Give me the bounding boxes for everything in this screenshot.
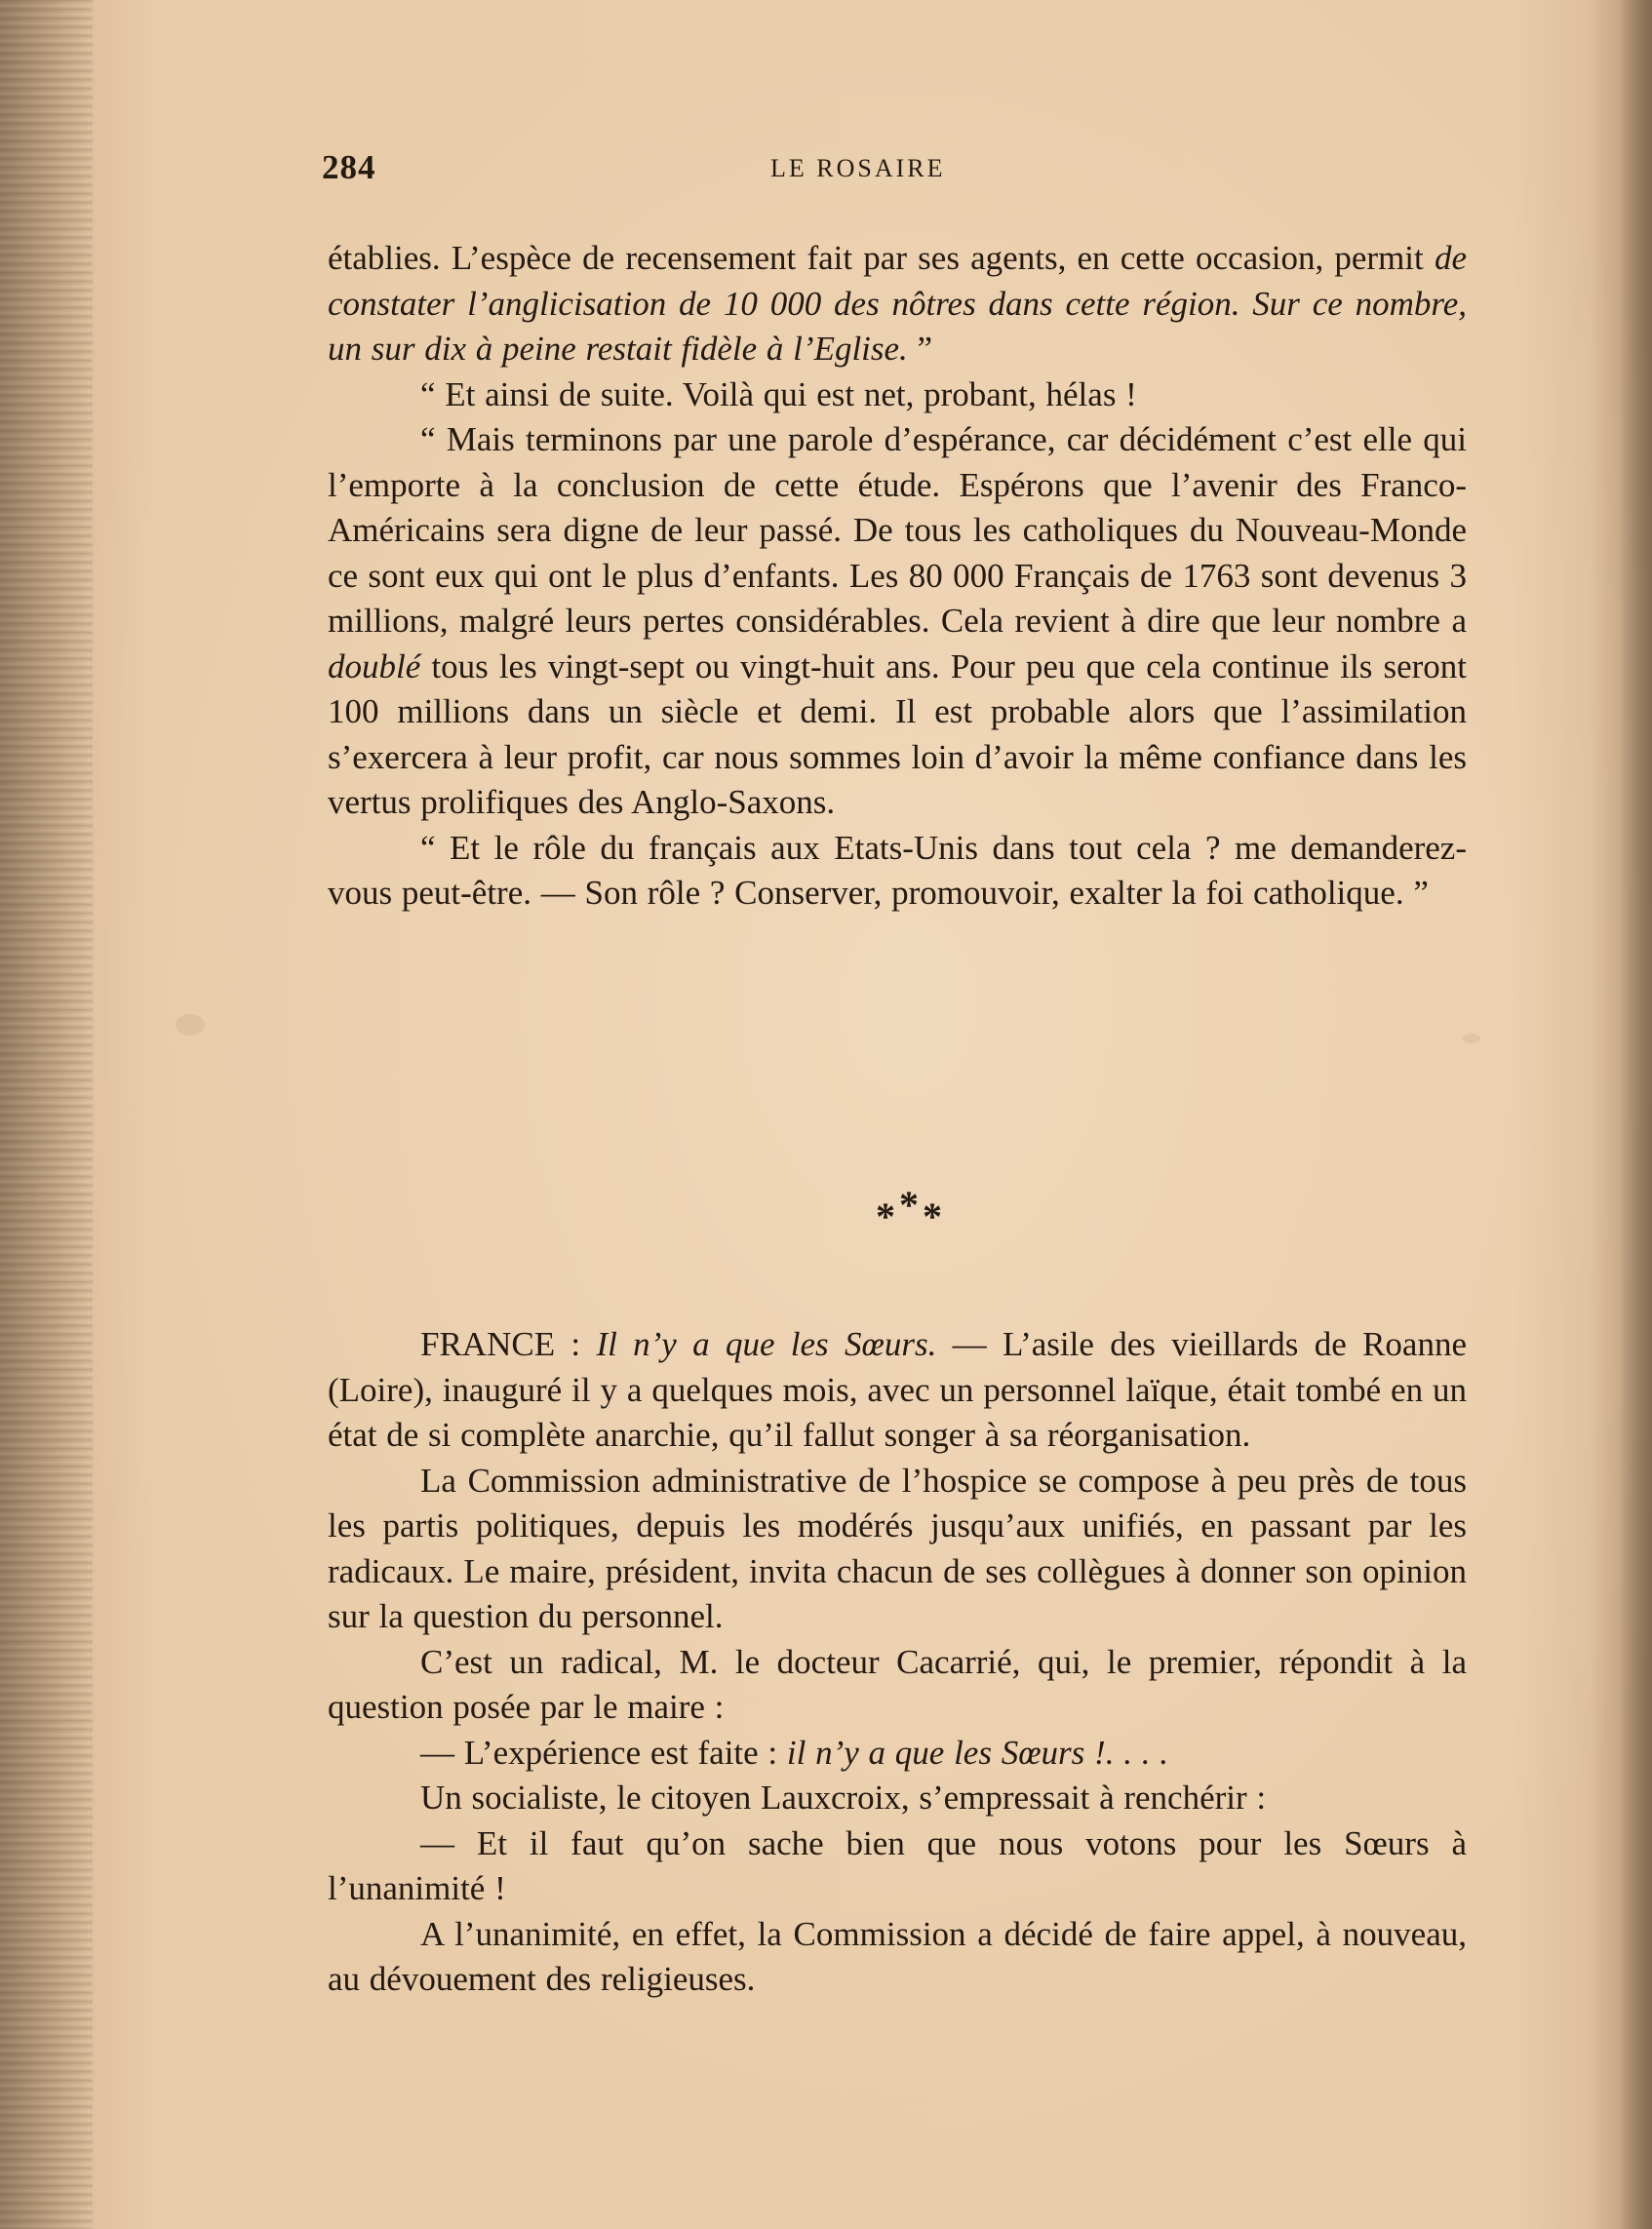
article-continuation	[328, 236, 1467, 917]
paragraph	[328, 417, 1467, 826]
paragraph	[328, 1322, 1467, 1459]
text-run: — L’expérience est faite :	[420, 1733, 787, 1772]
text-run: FRANCE :	[420, 1325, 597, 1363]
text-run: tous les vingt-sept ou vingt-huit ans. Pour peu que cela continue ils seront 100 millions dans un siècle et demi. Il est probable alors que l’assimilation s’exercera à leur profit, car nous sommes loin d’avoir la même confiance dans les vertus prolifiques des Anglo-Saxons.	[328, 646, 1467, 821]
text-run: établies. L’espèce de recensement fait par ses agents, en cette occasion, permit	[328, 239, 1435, 277]
paragraph	[328, 236, 1467, 372]
page-header	[322, 148, 1473, 197]
text-run: “ Mais terminons par une parole d’espérance, car décidément c’est elle qui l’emporte à la conclusion de cette étude. Espérons que l’avenir des Franco-Américains sera digne de leur passé. De tous les catholiques du Nouveau-Monde ce sont eux qui ont le plus d’enfants. Les 80 000 Français de 1763 sont devenus 3 millions, malgré leurs pertes considérables. Cela revient à dire que leur nombre a	[328, 420, 1467, 640]
france-news-item	[328, 1322, 1467, 2003]
binding-edge	[0, 0, 93, 2229]
text-run: Un socialiste, le citoyen Lauxcroix, s’empressait à renchérir :	[420, 1779, 1267, 1817]
text-run: ”	[907, 330, 933, 368]
asterisk-icon: *	[923, 1194, 942, 1238]
page-fore-edge	[1619, 0, 1652, 2229]
paragraph	[328, 1459, 1467, 1640]
asterisk-icon: *	[876, 1194, 895, 1238]
italic-text: il n’y a que les Sœurs !. . . .	[786, 1733, 1168, 1772]
section-separator	[831, 1183, 987, 1239]
paragraph	[328, 826, 1467, 917]
text-run: “ Et le rôle du français aux Etats-Unis dans tout cela ? me demanderez-vous peut-être. — Son rôle ? Conserver, promouvoir, exalter la foi catholique. ”	[328, 828, 1467, 912]
paragraph	[328, 1912, 1467, 2003]
text-run: C’est un radical, M. le docteur Cacarrié, qui, le premier, répondit à la question posée par le maire :	[328, 1642, 1467, 1726]
paragraph	[328, 1776, 1467, 1821]
paragraph	[328, 1821, 1467, 1912]
running-title: LE ROSAIRE	[770, 154, 946, 182]
asterisk-icon: *	[899, 1183, 919, 1227]
paper-stain	[176, 1014, 205, 1036]
paragraph	[328, 1640, 1467, 1731]
italic-text: doublé	[328, 646, 421, 685]
italic-text: de constater l’anglicisation de 10 000 des nôtres dans cette région. Sur ce nombre, un sur dix à peine restait fidèle à l’Eglise.	[328, 239, 1467, 368]
text-run: La Commission administrative de l’hospice se compose à peu près de tous les partis politiques, depuis les modérés jusqu’aux unifiés, en passant par les radicaux. Le maire, président, invita chacun de ses collègues à donner son opinion sur la question du personnel.	[328, 1461, 1467, 1635]
text-run: — L’asile des vieillards de Roanne (Loire), inauguré il y a quelques mois, avec un personnel laïque, était tombé en un état de si complète anarchie, qu’il fallut songer à sa réorganisation.	[328, 1325, 1468, 1454]
page-number: 284	[322, 148, 376, 186]
paragraph	[328, 1731, 1467, 1777]
text-run: — Et il faut qu’on sache bien que nous votons pour les Sœurs à l’unanimité !	[328, 1823, 1467, 1907]
text-run: “ Et ainsi de suite. Voilà qui est net, probant, hélas !	[420, 374, 1137, 413]
italic-text: Il n’y a que les Sœurs.	[596, 1325, 937, 1363]
paragraph	[328, 372, 1467, 418]
text-run: A l’unanimité, en effet, la Commission a décidé de faire appel, à nouveau, au dévouement des religieuses.	[328, 1914, 1467, 1998]
paper-stain	[1463, 1034, 1480, 1043]
